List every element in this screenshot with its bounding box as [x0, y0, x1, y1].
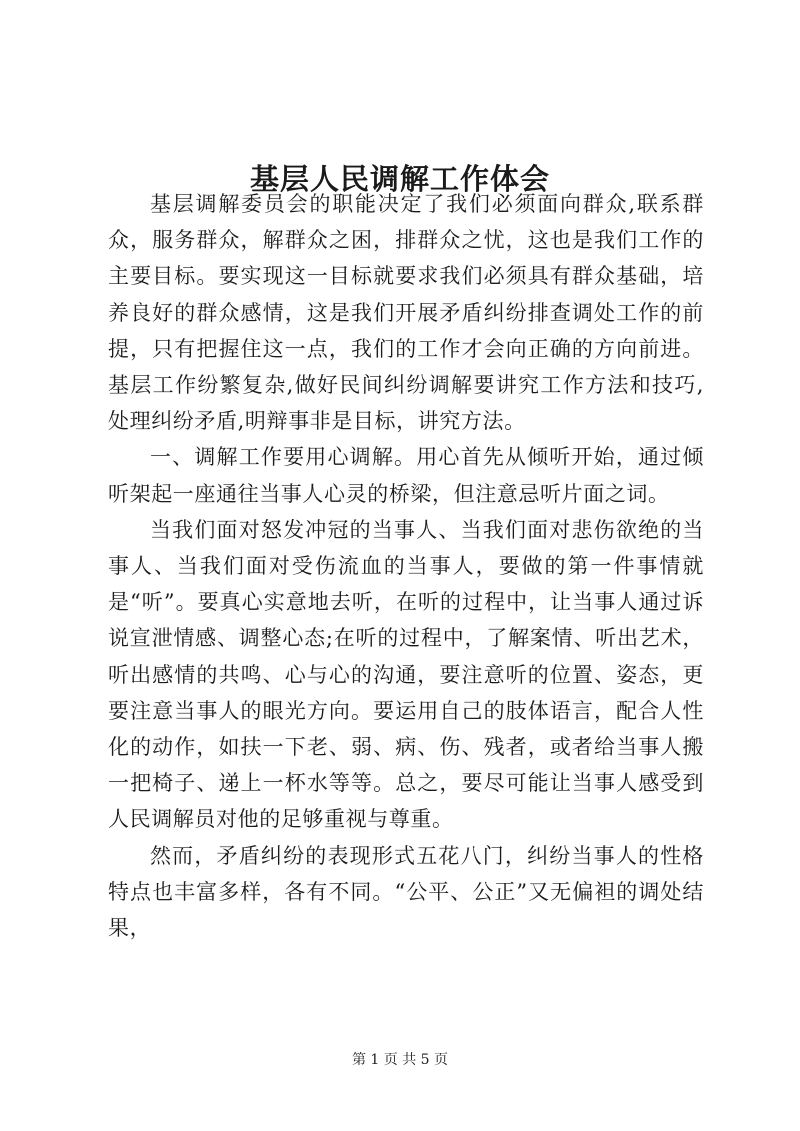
paragraph: 基层调解委员会的职能决定了我们必须面向群众,联系群众，服务群众，解群众之困，排群众之忧，这也是我们工作的主要目标。要实现这一目标就要求我们必须具有群众基础，培养良好的群众感情，这是我们开展矛盾纠纷排查调处工作的前提，只有把握住这一点，我们的工作才会向正确的方向前进。基层工作纷繁复杂,做好民间纠纷调解要讲究工作方法和技巧,处理纠纷矛盾,明辩事非是目标，讲究方法。	[108, 192, 704, 434]
paragraph: 然而，矛盾纠纷的表现形式五花八门，纠纷当事人的性格特点也丰富多样，各有不同。“公平、公正”又无偏袒的调处结果，	[108, 843, 704, 941]
paragraph: 一、调解工作要用心调解。用心首先从倾听开始，通过倾听架起一座通往当事人心灵的桥梁，但注意忌听片面之词。	[108, 445, 704, 506]
page-number-footer: 第 1 页 共 5 页	[351, 1052, 449, 1068]
document-title: 基层人民调解工作体会	[249, 162, 550, 197]
document-body	[108, 186, 704, 946]
paragraph: 当我们面对怒发冲冠的当事人、当我们面对悲伤欲绝的当事人、当我们面对受伤流血的当事人，要做的第一件事情就是“听”。要真心实意地去听，在听的过程中，让当事人通过诉说宣泄情感、调整心态;在听的过程中，了解案情、听出艺术，听出感情的共鸣、心与心的沟通，要注意听的位置、姿态，更要注意当事人的眼光方向。要运用自己的肢体语言，配合人性化的动作，如扶一下老、弱、病、伤、残者，或者给当事人搬一把椅子、递上一杯水等等。总之，要尽可能让当事人感受到人民调解员对他的足够重视与尊重。	[108, 517, 704, 832]
